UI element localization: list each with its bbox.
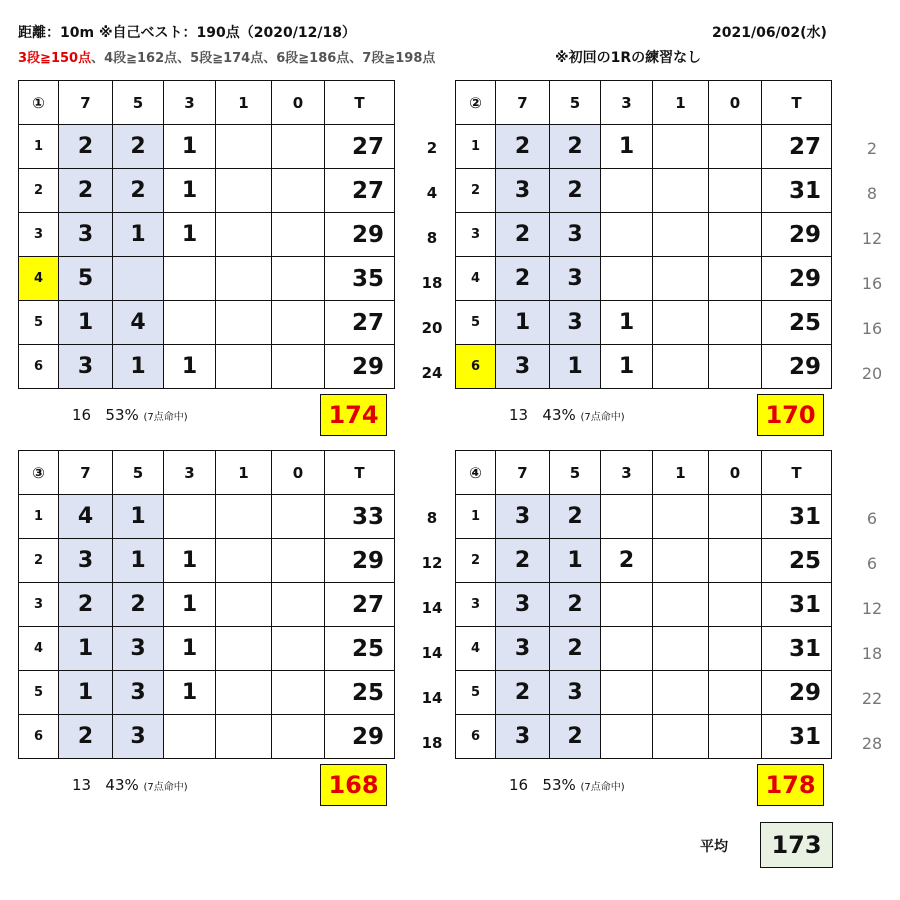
hit-percent: 43% [105,776,139,794]
arrow-count-cell: 1 [164,671,216,715]
end-number: 5 [456,301,496,345]
column-header: 3 [601,451,653,495]
arrow-count-cell [709,583,762,627]
arrow-count-cell [272,583,325,627]
arrow-count-cell: 1 [601,301,653,345]
arrow-count-cell [653,671,709,715]
arrow-count-cell [653,583,709,627]
arrow-count-cell: 2 [59,583,113,627]
arrow-count-cell: 2 [496,671,550,715]
end-total: 31 [762,495,832,539]
end-total: 27 [325,169,395,213]
arrow-count-cell [272,257,325,301]
arrow-count-cell: 3 [550,301,601,345]
column-header: 5 [550,81,601,125]
end-number: 6 [456,715,496,759]
end-number: 2 [19,169,59,213]
round-label: ① [19,81,59,125]
end-row [19,125,395,169]
arrow-count-cell: 1 [164,345,216,389]
arrow-count-cell: 2 [496,257,550,301]
column-header: 7 [59,451,113,495]
arrow-count-cell [601,671,653,715]
end-row [19,671,395,715]
hit-count: 13 [509,406,529,424]
end-row [456,301,832,345]
round-stats [509,406,625,424]
column-header: 0 [272,81,325,125]
end-total: 29 [762,345,832,389]
arrow-count-cell [709,627,762,671]
arrow-count-cell: 2 [113,169,164,213]
arrow-count-cell [164,257,216,301]
arrow-count-cell: 1 [164,627,216,671]
arrow-count-cell: 2 [601,539,653,583]
column-header: 1 [216,451,272,495]
session-date: 2021/06/02(水) [712,25,827,41]
round-total: 170 [757,394,824,436]
cumulative-hits-left: 14 [421,689,443,707]
hit-note: (7点命中) [143,782,188,793]
hit-percent: 43% [542,406,576,424]
arrow-count-cell [709,345,762,389]
end-row [19,213,395,257]
end-row [456,539,832,583]
end-number: 4 [19,627,59,671]
column-header: T [325,81,395,125]
arrow-count-cell: 1 [59,671,113,715]
arrow-count-cell [216,213,272,257]
arrow-count-cell: 3 [113,671,164,715]
round-stats [72,406,188,424]
column-header: T [762,81,832,125]
round-label: ② [456,81,496,125]
cumulative-hits-left: 18 [421,274,443,292]
arrow-count-cell [601,715,653,759]
end-number: 2 [456,539,496,583]
end-row [456,169,832,213]
end-row [456,715,832,759]
arrow-count-cell [216,583,272,627]
hit-count: 13 [72,776,92,794]
round-label: ④ [456,451,496,495]
end-row [19,715,395,759]
practice-note: ※初回の1Rの練習なし [555,50,702,66]
arrow-count-cell: 1 [164,125,216,169]
end-row [19,627,395,671]
column-header: T [325,451,395,495]
hit-count: 16 [72,406,92,424]
arrow-count-cell: 1 [550,345,601,389]
end-row [19,301,395,345]
arrow-count-cell: 1 [496,301,550,345]
arrow-count-cell [272,213,325,257]
column-header: 5 [113,451,164,495]
rank-threshold-3dan: 3段≧150点 [18,51,92,66]
arrow-count-cell: 5 [59,257,113,301]
hit-note: (7点命中) [580,412,625,423]
cumulative-count-right: 20 [861,364,883,383]
session-info: 距離：10m ※自己ベスト：190点（2020/12/18） [18,25,356,41]
arrow-count-cell: 2 [550,495,601,539]
arrow-count-cell: 3 [496,627,550,671]
end-number: 1 [456,495,496,539]
hit-percent: 53% [542,776,576,794]
arrow-count-cell [653,169,709,213]
arrow-count-cell: 3 [550,257,601,301]
arrow-count-cell [653,125,709,169]
end-number: 3 [456,213,496,257]
arrow-count-cell [164,301,216,345]
cumulative-hits-left: 2 [426,139,438,157]
end-number: 6 [19,345,59,389]
column-header: 1 [653,81,709,125]
column-header: 5 [113,81,164,125]
cumulative-count-right: 6 [866,554,878,573]
arrow-count-cell: 1 [601,125,653,169]
end-total: 31 [762,627,832,671]
end-number: 5 [19,301,59,345]
arrow-count-cell [216,539,272,583]
end-total: 25 [325,627,395,671]
arrow-count-cell: 4 [59,495,113,539]
arrow-count-cell: 2 [113,125,164,169]
cumulative-count-right: 12 [861,599,883,618]
arrow-count-cell [164,495,216,539]
end-number: 2 [19,539,59,583]
arrow-count-cell [653,495,709,539]
column-header: 5 [550,451,601,495]
end-number: 4 [19,257,59,301]
arrow-count-cell: 3 [113,715,164,759]
arrow-count-cell: 1 [164,213,216,257]
arrow-count-cell [653,301,709,345]
round-total: 168 [320,764,387,806]
arrow-count-cell: 2 [59,715,113,759]
cumulative-hits-left: 8 [426,229,438,247]
end-total: 33 [325,495,395,539]
end-total: 27 [325,583,395,627]
cumulative-count-right: 8 [866,184,878,203]
end-total: 31 [762,169,832,213]
arrow-count-cell [216,671,272,715]
end-row [19,583,395,627]
hit-note: (7点命中) [580,782,625,793]
end-row [456,213,832,257]
end-number: 5 [19,671,59,715]
average-score: 173 [760,822,833,868]
arrow-count-cell [216,301,272,345]
arrow-count-cell [216,125,272,169]
arrow-count-cell: 3 [496,583,550,627]
round-table-4 [455,450,832,759]
end-row [456,125,832,169]
end-row [19,169,395,213]
arrow-count-cell [164,715,216,759]
cumulative-hits-left: 14 [421,644,443,662]
end-number: 1 [19,125,59,169]
arrow-count-cell [272,715,325,759]
arrow-count-cell: 3 [113,627,164,671]
round-total: 174 [320,394,387,436]
arrow-count-cell: 1 [113,345,164,389]
round-total: 178 [757,764,824,806]
arrow-count-cell [216,345,272,389]
arrow-count-cell: 1 [164,169,216,213]
end-total: 29 [325,345,395,389]
end-row [456,671,832,715]
arrow-count-cell: 1 [59,301,113,345]
arrow-count-cell [216,495,272,539]
round-stats [72,776,188,794]
end-total: 25 [762,539,832,583]
arrow-count-cell: 1 [113,495,164,539]
arrow-count-cell: 3 [496,715,550,759]
hit-note: (7点命中) [143,412,188,423]
column-header: 0 [272,451,325,495]
cumulative-count-right: 28 [861,734,883,753]
end-row [456,495,832,539]
arrow-count-cell: 3 [59,345,113,389]
end-number: 2 [456,169,496,213]
arrow-count-cell: 2 [496,213,550,257]
arrow-count-cell: 1 [164,539,216,583]
cumulative-count-right: 22 [861,689,883,708]
end-total: 31 [762,715,832,759]
arrow-count-cell: 3 [59,539,113,583]
arrow-count-cell: 1 [164,583,216,627]
arrow-count-cell: 1 [550,539,601,583]
end-number: 4 [456,257,496,301]
cumulative-count-right: 12 [861,229,883,248]
arrow-count-cell [653,257,709,301]
arrow-count-cell: 2 [550,125,601,169]
arrow-count-cell: 2 [59,169,113,213]
end-row [19,539,395,583]
arrow-count-cell: 4 [113,301,164,345]
rank-thresholds [18,47,435,66]
cumulative-count-right: 6 [866,509,878,528]
arrow-count-cell [709,213,762,257]
column-header: 1 [216,81,272,125]
end-number: 4 [456,627,496,671]
arrow-count-cell: 3 [59,213,113,257]
rank-threshold-rest: 、4段≧162点、5段≧174点、6段≧186点、7段≧198点 [91,51,436,66]
end-row [456,257,832,301]
cumulative-hits-left: 14 [421,599,443,617]
end-total: 27 [762,125,832,169]
arrow-count-cell [601,213,653,257]
arrow-count-cell [272,169,325,213]
end-total: 35 [325,257,395,301]
arrow-count-cell: 2 [550,169,601,213]
arrow-count-cell: 1 [601,345,653,389]
cumulative-hits-left: 24 [421,364,443,382]
average-label: 平均 [700,839,728,855]
arrow-count-cell [709,169,762,213]
arrow-count-cell [709,715,762,759]
arrow-count-cell [272,495,325,539]
round-stats [509,776,625,794]
arrow-count-cell: 3 [496,169,550,213]
end-total: 25 [762,301,832,345]
round-label: ③ [19,451,59,495]
cumulative-hits-left: 12 [421,554,443,572]
arrow-count-cell [653,539,709,583]
cumulative-count-right: 2 [866,139,878,158]
column-header: 7 [59,81,113,125]
column-header: 7 [496,451,550,495]
arrow-count-cell: 3 [496,345,550,389]
round-table-3 [18,450,395,759]
end-number: 6 [456,345,496,389]
arrow-count-cell [272,301,325,345]
end-number: 3 [19,583,59,627]
arrow-count-cell: 2 [59,125,113,169]
end-total: 27 [325,125,395,169]
cumulative-count-right: 16 [861,319,883,338]
arrow-count-cell: 2 [550,583,601,627]
arrow-count-cell [272,345,325,389]
arrow-count-cell: 2 [550,627,601,671]
arrow-count-cell [272,671,325,715]
end-total: 29 [762,257,832,301]
column-header: 7 [496,81,550,125]
end-row [19,495,395,539]
arrow-count-cell: 2 [496,125,550,169]
arrow-count-cell [272,125,325,169]
arrow-count-cell [653,345,709,389]
arrow-count-cell [653,715,709,759]
hit-count: 16 [509,776,529,794]
cumulative-hits-left: 18 [421,734,443,752]
arrow-count-cell [653,213,709,257]
cumulative-count-right: 16 [861,274,883,293]
arrow-count-cell [216,627,272,671]
arrow-count-cell: 1 [59,627,113,671]
arrow-count-cell: 3 [550,671,601,715]
arrow-count-cell [113,257,164,301]
end-total: 31 [762,583,832,627]
end-row [19,345,395,389]
arrow-count-cell [272,627,325,671]
arrow-count-cell [601,627,653,671]
arrow-count-cell [216,169,272,213]
column-header: 3 [164,81,216,125]
cumulative-hits-left: 8 [426,509,438,527]
end-total: 29 [325,213,395,257]
end-row [19,257,395,301]
end-number: 6 [19,715,59,759]
end-total: 29 [762,213,832,257]
round-table-2 [455,80,832,389]
arrow-count-cell [601,495,653,539]
end-total: 29 [325,539,395,583]
arrow-count-cell [601,169,653,213]
column-header: 1 [653,451,709,495]
arrow-count-cell [601,257,653,301]
arrow-count-cell: 2 [496,539,550,583]
arrow-count-cell: 1 [113,213,164,257]
arrow-count-cell [709,301,762,345]
arrow-count-cell: 2 [113,583,164,627]
arrow-count-cell: 3 [550,213,601,257]
arrow-count-cell [709,125,762,169]
cumulative-hits-left: 4 [426,184,438,202]
arrow-count-cell [709,257,762,301]
round-table-1 [18,80,395,389]
column-header: T [762,451,832,495]
arrow-count-cell [272,539,325,583]
end-total: 29 [325,715,395,759]
arrow-count-cell [709,671,762,715]
arrow-count-cell [709,539,762,583]
end-total: 27 [325,301,395,345]
end-row [456,345,832,389]
arrow-count-cell [216,257,272,301]
column-header: 0 [709,451,762,495]
hit-percent: 53% [105,406,139,424]
arrow-count-cell: 2 [550,715,601,759]
end-total: 29 [762,671,832,715]
column-header: 3 [601,81,653,125]
end-total: 25 [325,671,395,715]
end-row [456,583,832,627]
arrow-count-cell [709,495,762,539]
arrow-count-cell: 1 [113,539,164,583]
end-number: 1 [456,125,496,169]
arrow-count-cell [653,627,709,671]
end-number: 3 [19,213,59,257]
column-header: 3 [164,451,216,495]
end-number: 3 [456,583,496,627]
column-header: 0 [709,81,762,125]
end-number: 1 [19,495,59,539]
arrow-count-cell: 3 [496,495,550,539]
cumulative-hits-left: 20 [421,319,443,337]
arrow-count-cell [216,715,272,759]
cumulative-count-right: 18 [861,644,883,663]
end-number: 5 [456,671,496,715]
arrow-count-cell [601,583,653,627]
end-row [456,627,832,671]
